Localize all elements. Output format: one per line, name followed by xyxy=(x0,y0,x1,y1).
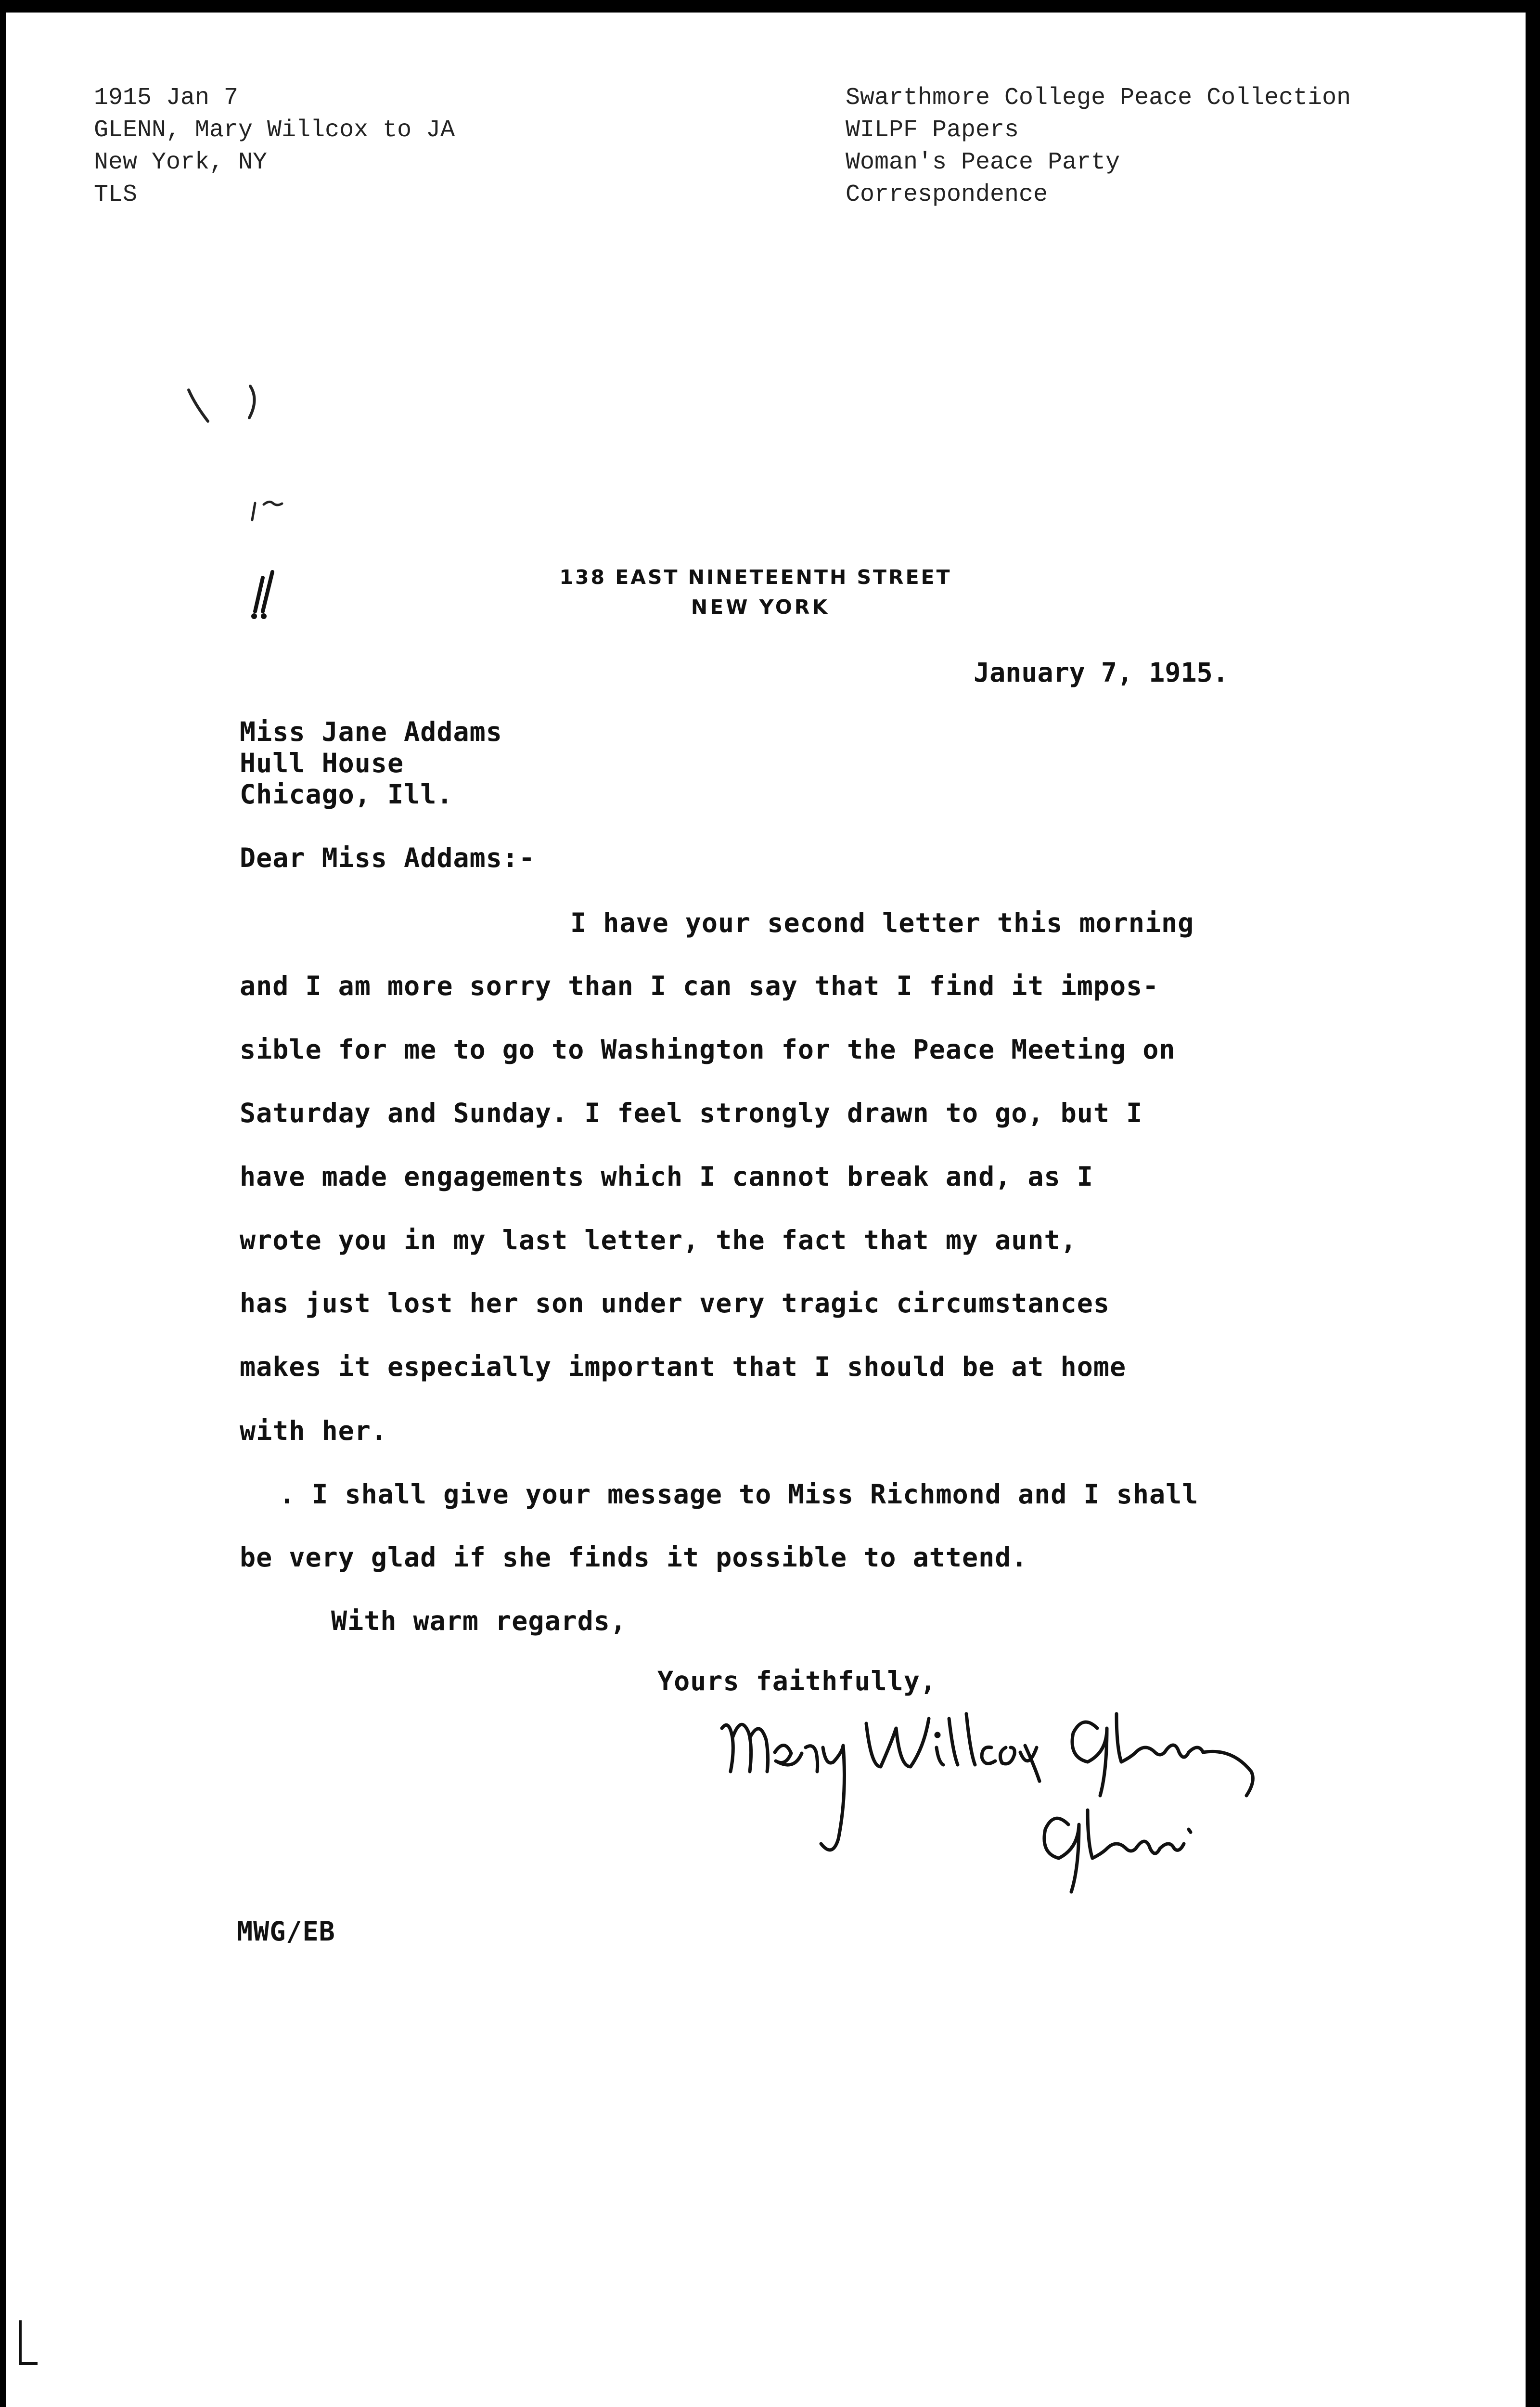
recipient-address-line: Hull House xyxy=(240,748,404,778)
archive-collection: Swarthmore College Peace Collection xyxy=(846,84,1351,112)
paragraph-2-line: be very glad if she finds it possible to attend. xyxy=(240,1542,1028,1573)
paragraph-1-line: with her. xyxy=(240,1415,388,1446)
margin-pencil-marks xyxy=(178,375,294,645)
scan-border-top xyxy=(0,0,1540,13)
paragraph-1-line: and I am more sorry than I can say that I find it impos- xyxy=(240,971,1159,1001)
archive-label-right xyxy=(846,82,1351,211)
paragraph-1-line: Saturday and Sunday. I feel strongly drawn to go, but I xyxy=(240,1098,1143,1128)
paragraph-1-line: has just lost her son under very tragic circumstances xyxy=(240,1288,1110,1319)
recipient-city: Chicago, Ill. xyxy=(240,779,453,810)
paragraph-1-line: wrote you in my last letter, the fact that my aunt, xyxy=(240,1225,1077,1255)
archive-label-left xyxy=(94,82,455,211)
archive-series: Woman's Peace Party xyxy=(846,149,1120,176)
archive-papers: WILPF Papers xyxy=(846,116,1019,144)
recipient-name: Miss Jane Addams xyxy=(240,716,502,747)
closing-valediction: Yours faithfully, xyxy=(657,1666,937,1696)
salutation: Dear Miss Addams:- xyxy=(240,842,536,873)
archive-date: 1915 Jan 7 xyxy=(94,84,239,112)
archive-doc-type: TLS xyxy=(94,181,138,208)
paragraph-1-line: makes it especially important that I should be at home xyxy=(240,1351,1127,1382)
scan-border-left xyxy=(0,0,6,2407)
archive-correspondents: GLENN, Mary Willcox to JA xyxy=(94,116,455,144)
paragraph-2-line: . I shall give your message to Miss Richmond and I shall xyxy=(279,1479,1199,1510)
handwritten-signature xyxy=(703,1699,1270,1902)
typist-initials: MWG/EB xyxy=(237,1916,335,1947)
archive-place: New York, NY xyxy=(94,149,268,176)
scan-border-right xyxy=(1526,0,1540,2407)
paragraph-1-line: have made engagements which I cannot break and, as I xyxy=(240,1161,1093,1192)
paragraph-1-line: sible for me to go to Washington for the Peace Meeting on xyxy=(240,1034,1176,1065)
paragraph-1-line: I have your second letter this morning xyxy=(570,907,1194,938)
letter-date: January 7, 1915. xyxy=(974,657,1229,688)
archive-subseries: Correspondence xyxy=(846,181,1048,208)
closing-regards: With warm regards, xyxy=(331,1605,627,1636)
margin-corner-mark xyxy=(13,2316,42,2373)
letterhead-city: NEW YORK xyxy=(691,595,830,619)
letterhead-street: 138 EAST NINETEENTH STREET xyxy=(559,566,952,589)
